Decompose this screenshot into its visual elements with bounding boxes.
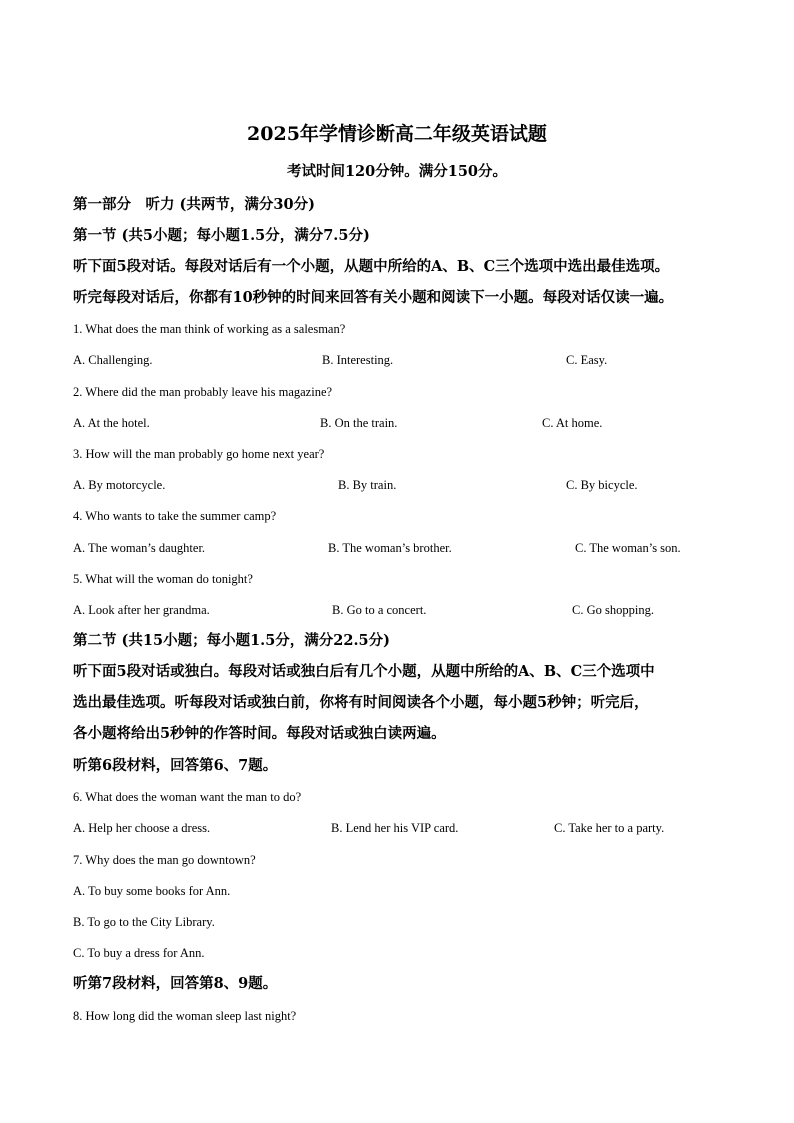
section1-instruction-line2: 听完每段对话后，你都有10秒钟的时间来回答有关小题和阅读下一小题。每段对话仅读一遍。 — [73, 289, 674, 306]
q4-option-b: B. The woman’s brother. — [328, 541, 452, 555]
q4-option-c: C. The woman’s son. — [575, 541, 681, 555]
q1-option-c: C. Easy. — [566, 353, 608, 367]
q6-option-b: B. Lend her his VIP card. — [331, 821, 459, 835]
material-7-heading: 听第7段材料，回答第8、9题。 — [73, 975, 278, 992]
q7-option-b: B. To go to the City Library. — [73, 915, 215, 929]
q6-option-a: A. Help her choose a dress. — [73, 821, 211, 835]
section2-instruction-line3: 各小题将给出5秒钟的作答时间。每段对话或独白读两遍。 — [73, 725, 446, 742]
q6-option-c: C. Take her to a party. — [554, 821, 665, 835]
q1-option-b: B. Interesting. — [322, 353, 394, 367]
section2-instruction-line2: 选出最佳选项。听每段对话或独白前，你将有时间阅读各个小题，每小题5秒钟；听完后， — [73, 694, 649, 711]
part1-heading: 第一部分 听力 (共两节，满分30分) — [73, 196, 315, 213]
page-title: 2025年学情诊断高二年级英语试题 — [247, 123, 547, 145]
q5-option-c: C. Go shopping. — [572, 603, 654, 617]
q1-option-a: A. Challenging. — [73, 353, 153, 367]
question-6: 6. What does the woman want the man to do? — [73, 790, 302, 804]
q3-option-c: C. By bicycle. — [566, 478, 638, 492]
material-6-heading: 听第6段材料，回答第6、7题。 — [73, 757, 278, 774]
section1-heading: 第一节 (共5小题；每小题1.5分，满分7.5分) — [73, 227, 370, 244]
q2-option-a: A. At the hotel. — [73, 416, 150, 430]
question-5: 5. What will the woman do tonight? — [73, 572, 253, 586]
q7-option-c: C. To buy a dress for Ann. — [73, 946, 205, 960]
section1-instruction-line1: 听下面5段对话。每段对话后有一个小题，从题中所给的A、B、C三个选项中选出最佳选项。 — [73, 258, 670, 275]
question-1: 1. What does the man think of working as a salesman? — [73, 322, 346, 336]
q7-option-a: A. To buy some books for Ann. — [73, 884, 231, 898]
q5-option-a: A. Look after her grandma. — [73, 603, 210, 617]
q3-option-a: A. By motorcycle. — [73, 478, 166, 492]
question-8: 8. How long did the woman sleep last night? — [73, 1009, 297, 1023]
question-4: 4. Who wants to take the summer camp? — [73, 509, 277, 523]
section2-instruction-line1: 听下面5段对话或独白。每段对话或独白后有几个小题，从题中所给的A、B、C三个选项中 — [73, 663, 655, 680]
question-2: 2. Where did the man probably leave his magazine? — [73, 385, 333, 399]
question-7: 7. Why does the man go downtown? — [73, 853, 256, 867]
q3-option-b: B. By train. — [338, 478, 397, 492]
question-3: 3. How will the man probably go home next year? — [73, 447, 325, 461]
exam-info: 考试时间120分钟。满分150分。 — [286, 163, 508, 180]
q2-option-b: B. On the train. — [320, 416, 398, 430]
section2-heading: 第二节 (共15小题；每小题1.5分，满分22.5分) — [73, 632, 390, 649]
q2-option-c: C. At home. — [542, 416, 603, 430]
q5-option-b: B. Go to a concert. — [332, 603, 427, 617]
q4-option-a: A. The woman’s daughter. — [73, 541, 206, 555]
